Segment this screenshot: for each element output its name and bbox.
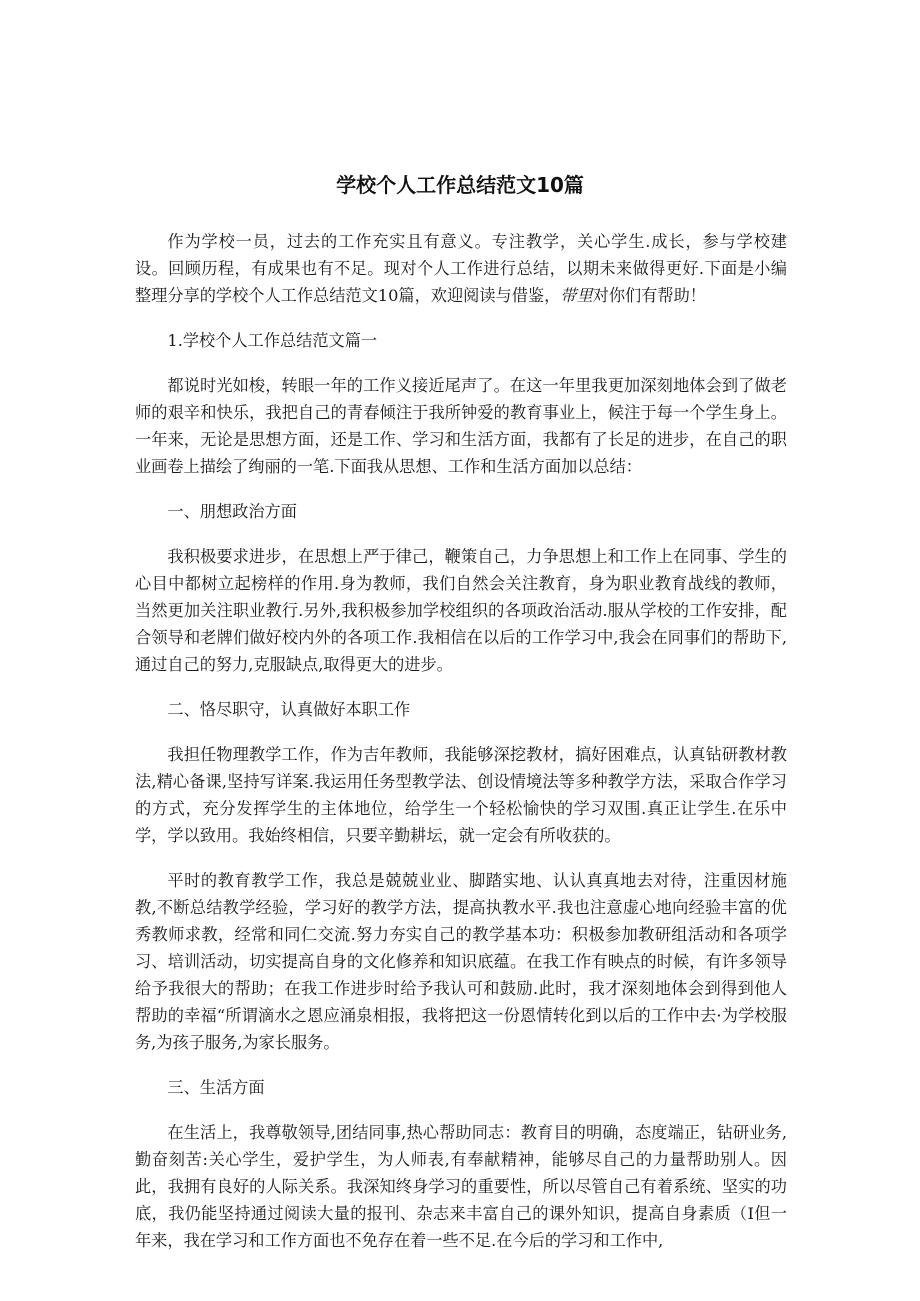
intro-text-italic: 带里 — [560, 286, 593, 305]
section-heading-1: 1.学校个人工作总结范文篇一 — [167, 331, 378, 350]
paragraph-4: 平时的教育教学工作，我总是兢兢业业、脚踏实地、认认真真地去对待，注重因材施教,不断总结教学经验，学习好的教学方法，提高执教水平.我也注意虚心地向经验丰富的优秀教师求教，经常和同仁交流.努力夯实自己的教学基本功：积极参加教研组活动和各项学习、培训活动，切实提高自身的文化修养和知识底蕴。在我工作有映点的时候，有许多领导给予我很大的帮助；在我工作进步时给予我认可和鼓励.此时，我才深刻地体会到得到他人帮助的幸福“所谓滴水之恩应涌泉相报，我将把这一份恩情转化到以后的工作中去·为学校服务,为孩子服务,为家长服务。 — [135, 871, 787, 1052]
paragraph-5: 在生活上，我尊敬领导,团结同事,热心帮助同志：教育目的明确，态度端正，钻研业务,勤奋刻苦:关心学生，爱护学生，为人师表,有奉献精神，能够尽自己的力量帮助别人。因此，我拥有良好的人际关系。我深知终身学习的重要性，所以尽管自己有着系统、坚实的功底，我仍能坚持通过阅读大量的报刊、杂志来丰富自己的课外知识，提高自身素质（I但一年来，我在学习和工作方面也不免存在着一些不足.在今后的学习和工作中, — [135, 1123, 787, 1250]
subheading-work: 二、恪尽职守，认真做好本职工作 — [167, 700, 411, 719]
subheading-thought: 一、朋想政治方面 — [167, 502, 297, 521]
intro-text-b: 对你们有帮助！ — [592, 286, 706, 305]
subheading-life: 三、生活方面 — [167, 1078, 265, 1097]
intro-text-a: 作为学校一员，过去的工作充实且有意义。专注教学，关心学生.成长，参与学校建设。回顾历程，有成果也有不足。现对个人工作进行总结，以期未来做得更好.下面是小编整理分享的学校个人工作总结范文10篇，欢迎阅读与借鉴， — [135, 232, 787, 305]
document-body — [135, 228, 787, 1254]
paragraph-1: 都说时光如梭，转眼一年的工作义接近尾声了。在这一年里我更加深刻地体会到了做老师的艰辛和快乐，我把自己的青春倾注于我所钟爱的教育事业上，候注于每一个学生身上。一年来，无论是思想方面，还是工作、学习和生活方面，我都有了长足的进步，在自己的职业画卷上描绘了绚丽的一笔.下面我从思想、工作和生活方面加以总结： — [135, 376, 787, 476]
intro-paragraph — [135, 228, 787, 309]
document-title: 学校个人工作总结范文10篇 — [336, 173, 584, 197]
paragraph-3: 我担任物理教学工作，作为吉年教师，我能够深挖教材，搞好困难点，认真钻研教材教法,精心备课,坚持写详案.我运用任务型教学法、创设情境法等多种教学方法，采取合作学习的方式，充分发挥学生的主体地位，给学生一个轻松愉快的学习双围.真正让学生.在乐中学，学以致用。我始终相信，只要辛勤耕坛，就一定会有所收获的。 — [135, 745, 787, 845]
paragraph-2: 我积极要求进步，在思想上严于律己，鞭策自己，力争思想上和工作上在同事、学生的心目中都树立起榜样的作用.身为教师，我们自然会关注教育，身为职业教育战线的教师，当然更加关注职业教行.另外,我积极参加学校组织的各项政治活动.服从学校的工作安排，配合领导和老牌们做好校内外的各项工作.我相信在以后的工作学习中,我会在同事们的帮助下,通过自己的努力,克服缺点,取得更大的进步。 — [135, 547, 787, 674]
